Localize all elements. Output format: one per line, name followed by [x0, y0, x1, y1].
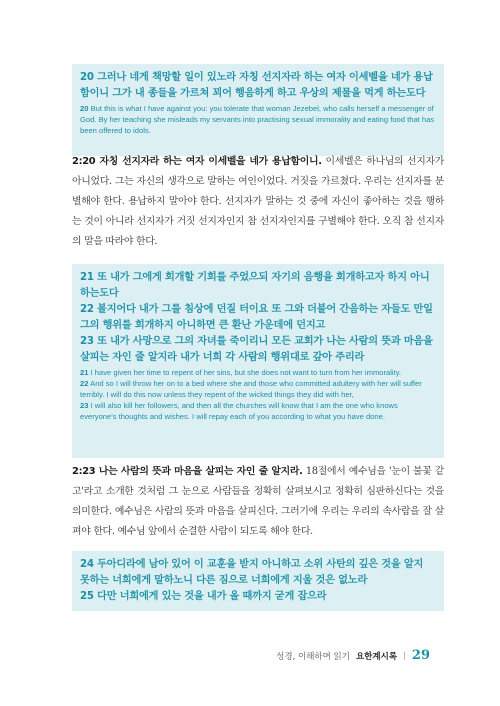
verse-kr: [80, 334, 436, 366]
commentary-text: 이세벨은 하나님의 선지자가 아니었다. 그는 자신의 생각으로 말하는 여인이었다. 거짓을 가르쳤다. 우리는 선지자를 분별해야 한다. 용납하지 말아야 한다. 선지자가 말하는 것 중에 자신이 좋아하는 것을 행하는 것이 아니라 선지자가 거짓 선지자인지 참 선지자인지를 구별해야 한다. 오직 참 선지자의 말을 따라야 한다.: [72, 156, 444, 247]
commentary-paragraph-1: [72, 152, 444, 252]
verse-text: 다만 너희에게 있는 것을 내가 올 때까지 굳게 잡으라: [93, 591, 327, 602]
verse-kr: [80, 589, 436, 605]
verse-number: 20: [80, 72, 94, 83]
verse-kr: [80, 270, 436, 302]
commentary-reference: 2:23 나는 사람의 뜻과 마음을 살피는 자인 줄 알지라.: [72, 466, 303, 477]
verse-text: But this is what I have against you: you tolerate that woman Jezebel, who calls herself a messenger of God. By her teaching she misleads my servants into practising sexual immorality and eating food that has been offered to idols.: [80, 104, 435, 135]
verse-en: [80, 103, 436, 136]
verse-number: 23: [80, 336, 94, 347]
footer-series-title: 성경, 이해하며 읽기: [276, 651, 350, 662]
commentary-paragraph-2: [72, 462, 444, 542]
footer-separator: |: [403, 650, 406, 661]
verse-text: 또 내가 그에게 회개할 기회를 주었으되 자기의 음행을 회개하고자 하지 아니하는도다: [80, 272, 430, 299]
verse-number: 25: [80, 591, 94, 602]
verse-number: 21: [80, 272, 94, 283]
verse-text: 그러나 네게 책망할 일이 있노라 자칭 선지자라 하는 여자 이세벨을 네가 용납함이니 그가 내 종들을 가르쳐 꾀어 행음하게 하고 우상의 제물을 먹게 하는도다: [80, 72, 433, 99]
verse-number: 21: [80, 368, 89, 377]
verse-text: I will also kill her followers, and then all the churches will know that I am the one who knows everyone's thoughts and wishes. I will repay each of you according to what you have done.: [80, 401, 398, 421]
verse-text: 볼지어다 내가 그를 침상에 던질 터이요 또 그와 더불어 간음하는 자들도 만일 그의 행위를 회개하지 아니하면 큰 환난 가운데에 던지고: [80, 304, 433, 331]
footer-book-title: 요한계시록: [355, 651, 398, 662]
verse-text: 또 내가 사망으로 그의 자녀를 죽이리니 모든 교회가 나는 사람의 뜻과 마음을 살피는 자인 줄 알지라 내가 너희 각 사람의 행위대로 갚아 주리라: [80, 336, 433, 363]
scripture-box-3: [72, 551, 444, 611]
verse-number: 23: [80, 401, 89, 410]
verse-en: [80, 378, 436, 400]
page-footer: [276, 648, 430, 663]
verse-text: 두아디라에 남아 있어 이 교훈을 받지 아니하고 소위 사탄의 깊은 것을 알지 못하는 너희에게 말하노니 다른 짐으로 너희에게 지울 것은 없노라: [80, 559, 424, 586]
commentary-text: 18절에서 예수님을 '눈이 불꽃 같고'라고 소개한 것처럼 그 눈으로 사람들을 정확히 살펴보시고 정확히 심판하신다는 것을 의미한다. 예수님은 사람의 뜻과 마음을 살피신다. 그러기에 우리는 우리의 속사람을 잘 살펴야 한다. 예수님 앞에서 순결한 사람이 되도록 해야 한다.: [72, 466, 444, 537]
verse-number: 20: [80, 104, 89, 113]
verse-en: [80, 367, 436, 378]
page-number: 29: [411, 648, 430, 663]
verse-number: 24: [80, 559, 94, 570]
verse-number: 22: [80, 379, 89, 388]
verse-kr: [80, 557, 436, 589]
verse-kr: [80, 302, 436, 334]
verse-kr: [80, 70, 436, 102]
verse-number: 22: [80, 304, 94, 315]
commentary-reference: 2:20 자칭 선지자라 하는 여자 이세벨을 네가 용납함이니.: [72, 156, 322, 167]
verse-text: I have given her time to repent of her sins, but she does not want to turn from her immorality.: [88, 368, 402, 377]
scripture-box-2: [72, 264, 444, 458]
verse-en: [80, 400, 436, 422]
scripture-box-1: [72, 64, 444, 156]
verse-text: And so I will throw her on to a bed where she and those who committed adultery with her will suffer terribly. I will do this now unless they repent of the wicked things they did with her,: [80, 379, 422, 399]
